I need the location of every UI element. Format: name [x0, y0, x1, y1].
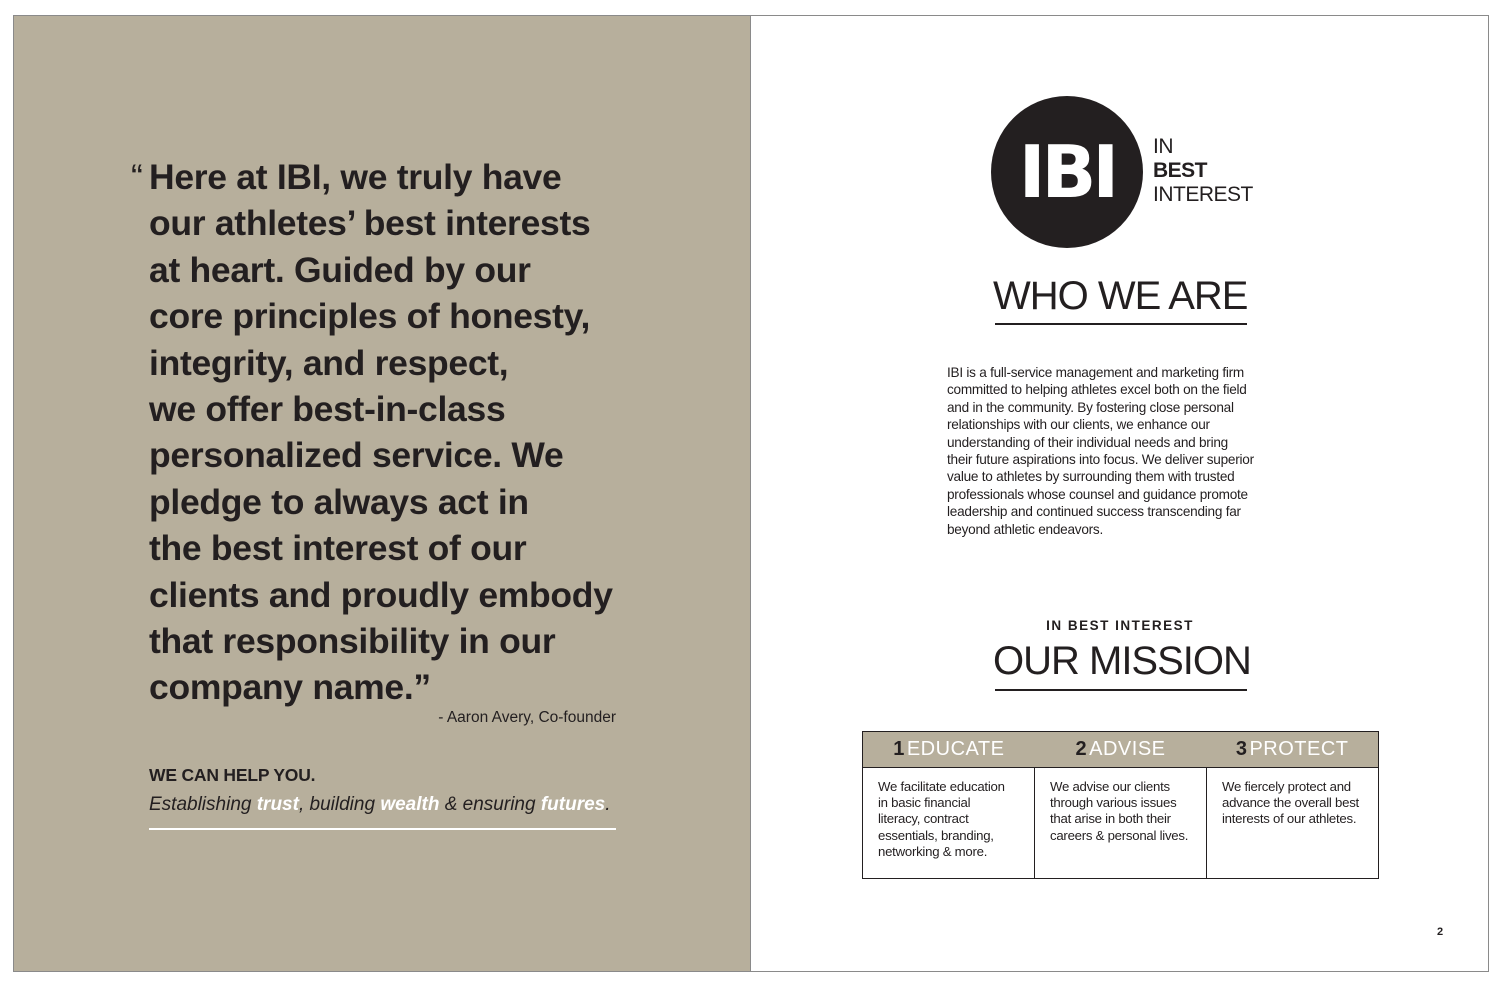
mission-number: 1	[893, 738, 905, 760]
quote-line: that responsibility in our	[149, 621, 556, 662]
mission-number: 2	[1075, 738, 1088, 760]
help-heading: WE CAN HELP YOU.	[149, 765, 316, 785]
mission-table-header	[863, 732, 1378, 767]
body-line: relationships with our clients, we enhance our	[947, 417, 1210, 433]
quote-attribution: - Aaron Avery, Co-founder	[438, 709, 616, 726]
founder-quote	[131, 154, 651, 711]
body-line: their future aspirations into focus. We deliver superior	[947, 452, 1254, 468]
ibi-logo: IBI	[1018, 130, 1116, 214]
mission-cell-educate	[863, 768, 1035, 878]
logo-word-interest: INTEREST	[1153, 183, 1253, 206]
quote-line: company name.”	[149, 667, 431, 708]
our-mission-title: OUR MISSION	[993, 639, 1251, 683]
quote-line-text: Here at IBI, we truly have	[149, 157, 562, 197]
body-line: understanding of their individual needs and bring	[947, 434, 1228, 450]
quote-panel	[14, 16, 751, 971]
quote-line: at heart. Guided by our	[149, 249, 531, 290]
help-tagline	[149, 794, 611, 816]
tagline-text: & ensuring	[439, 794, 541, 815]
quote-line: integrity, and respect,	[149, 342, 509, 383]
cell-line: networking & more.	[878, 843, 988, 859]
cell-line: literacy, contract	[878, 811, 969, 827]
body-line: leadership and continued success transcending far	[947, 504, 1241, 520]
tagline-text: , building	[298, 794, 381, 815]
tagline-text: .	[605, 794, 611, 815]
cell-line: advance the overall best	[1222, 795, 1359, 811]
logo-word-in: IN	[1153, 135, 1173, 158]
mission-label: EDUCATE	[906, 738, 1005, 760]
cell-line: interests of our athletes.	[1222, 811, 1357, 827]
mission-header-protect	[1206, 732, 1378, 767]
info-panel	[751, 16, 1488, 971]
quote-line: personalized service. We	[149, 435, 564, 476]
body-line: IBI is a full-service management and marketing firm	[947, 365, 1245, 380]
quote-line: our athletes’ best interests	[149, 203, 591, 244]
mission-label: PROTECT	[1249, 738, 1349, 760]
brochure-spread	[13, 15, 1489, 972]
logo-word-best: BEST	[1153, 159, 1208, 182]
quote-line	[131, 154, 651, 200]
open-quote-mark: “	[131, 157, 143, 197]
body-line: beyond athletic endeavors.	[947, 521, 1103, 537]
tagline-underline	[149, 828, 616, 830]
who-we-are-title: WHO WE ARE	[993, 274, 1248, 318]
cell-line: We advise our clients	[1050, 779, 1170, 794]
cell-line: We facilitate education	[878, 779, 1005, 794]
quote-line: we offer best-in-class	[149, 389, 506, 430]
cell-line: essentials, branding,	[878, 827, 994, 843]
tagline-highlight-wealth: wealth	[380, 794, 440, 815]
quote-line: clients and proudly embody	[149, 574, 613, 615]
body-line: value to athletes by surrounding them with trusted	[947, 469, 1235, 485]
our-mission-underline	[995, 689, 1247, 691]
mission-table-body	[863, 767, 1378, 878]
tagline-highlight-futures: futures	[540, 794, 606, 815]
cell-line: careers & personal lives.	[1050, 827, 1189, 843]
mission-table	[862, 731, 1379, 879]
mission-label: ADVISE	[1089, 738, 1166, 760]
mission-header-educate	[863, 732, 1035, 767]
who-we-are-underline	[995, 323, 1247, 325]
mission-cell-advise	[1035, 768, 1207, 878]
quote-line: pledge to always act in	[149, 481, 529, 522]
body-line: committed to helping athletes excel both on the field	[947, 382, 1247, 398]
page-number: 2	[1437, 926, 1444, 938]
mission-number: 3	[1235, 738, 1248, 760]
quote-line: the best interest of our	[149, 528, 527, 569]
who-we-are-body	[947, 364, 1292, 538]
body-line: professionals whose counsel and guidance promote	[947, 486, 1248, 502]
quote-line: core principles of honesty,	[149, 296, 591, 337]
cell-line: through various issues	[1050, 795, 1177, 811]
body-line: and in the community. By fostering close personal	[947, 399, 1234, 415]
cell-line: that arise in both their	[1050, 811, 1171, 827]
tagline-text: Establishing	[149, 794, 257, 815]
cell-line: in basic financial	[878, 795, 971, 811]
cell-line: We fiercely protect and	[1222, 779, 1351, 794]
mission-cell-protect	[1207, 768, 1378, 878]
tagline-highlight-trust: trust	[256, 794, 299, 815]
mission-kicker: IN BEST INTEREST	[1046, 618, 1194, 633]
mission-header-advise	[1035, 732, 1207, 767]
